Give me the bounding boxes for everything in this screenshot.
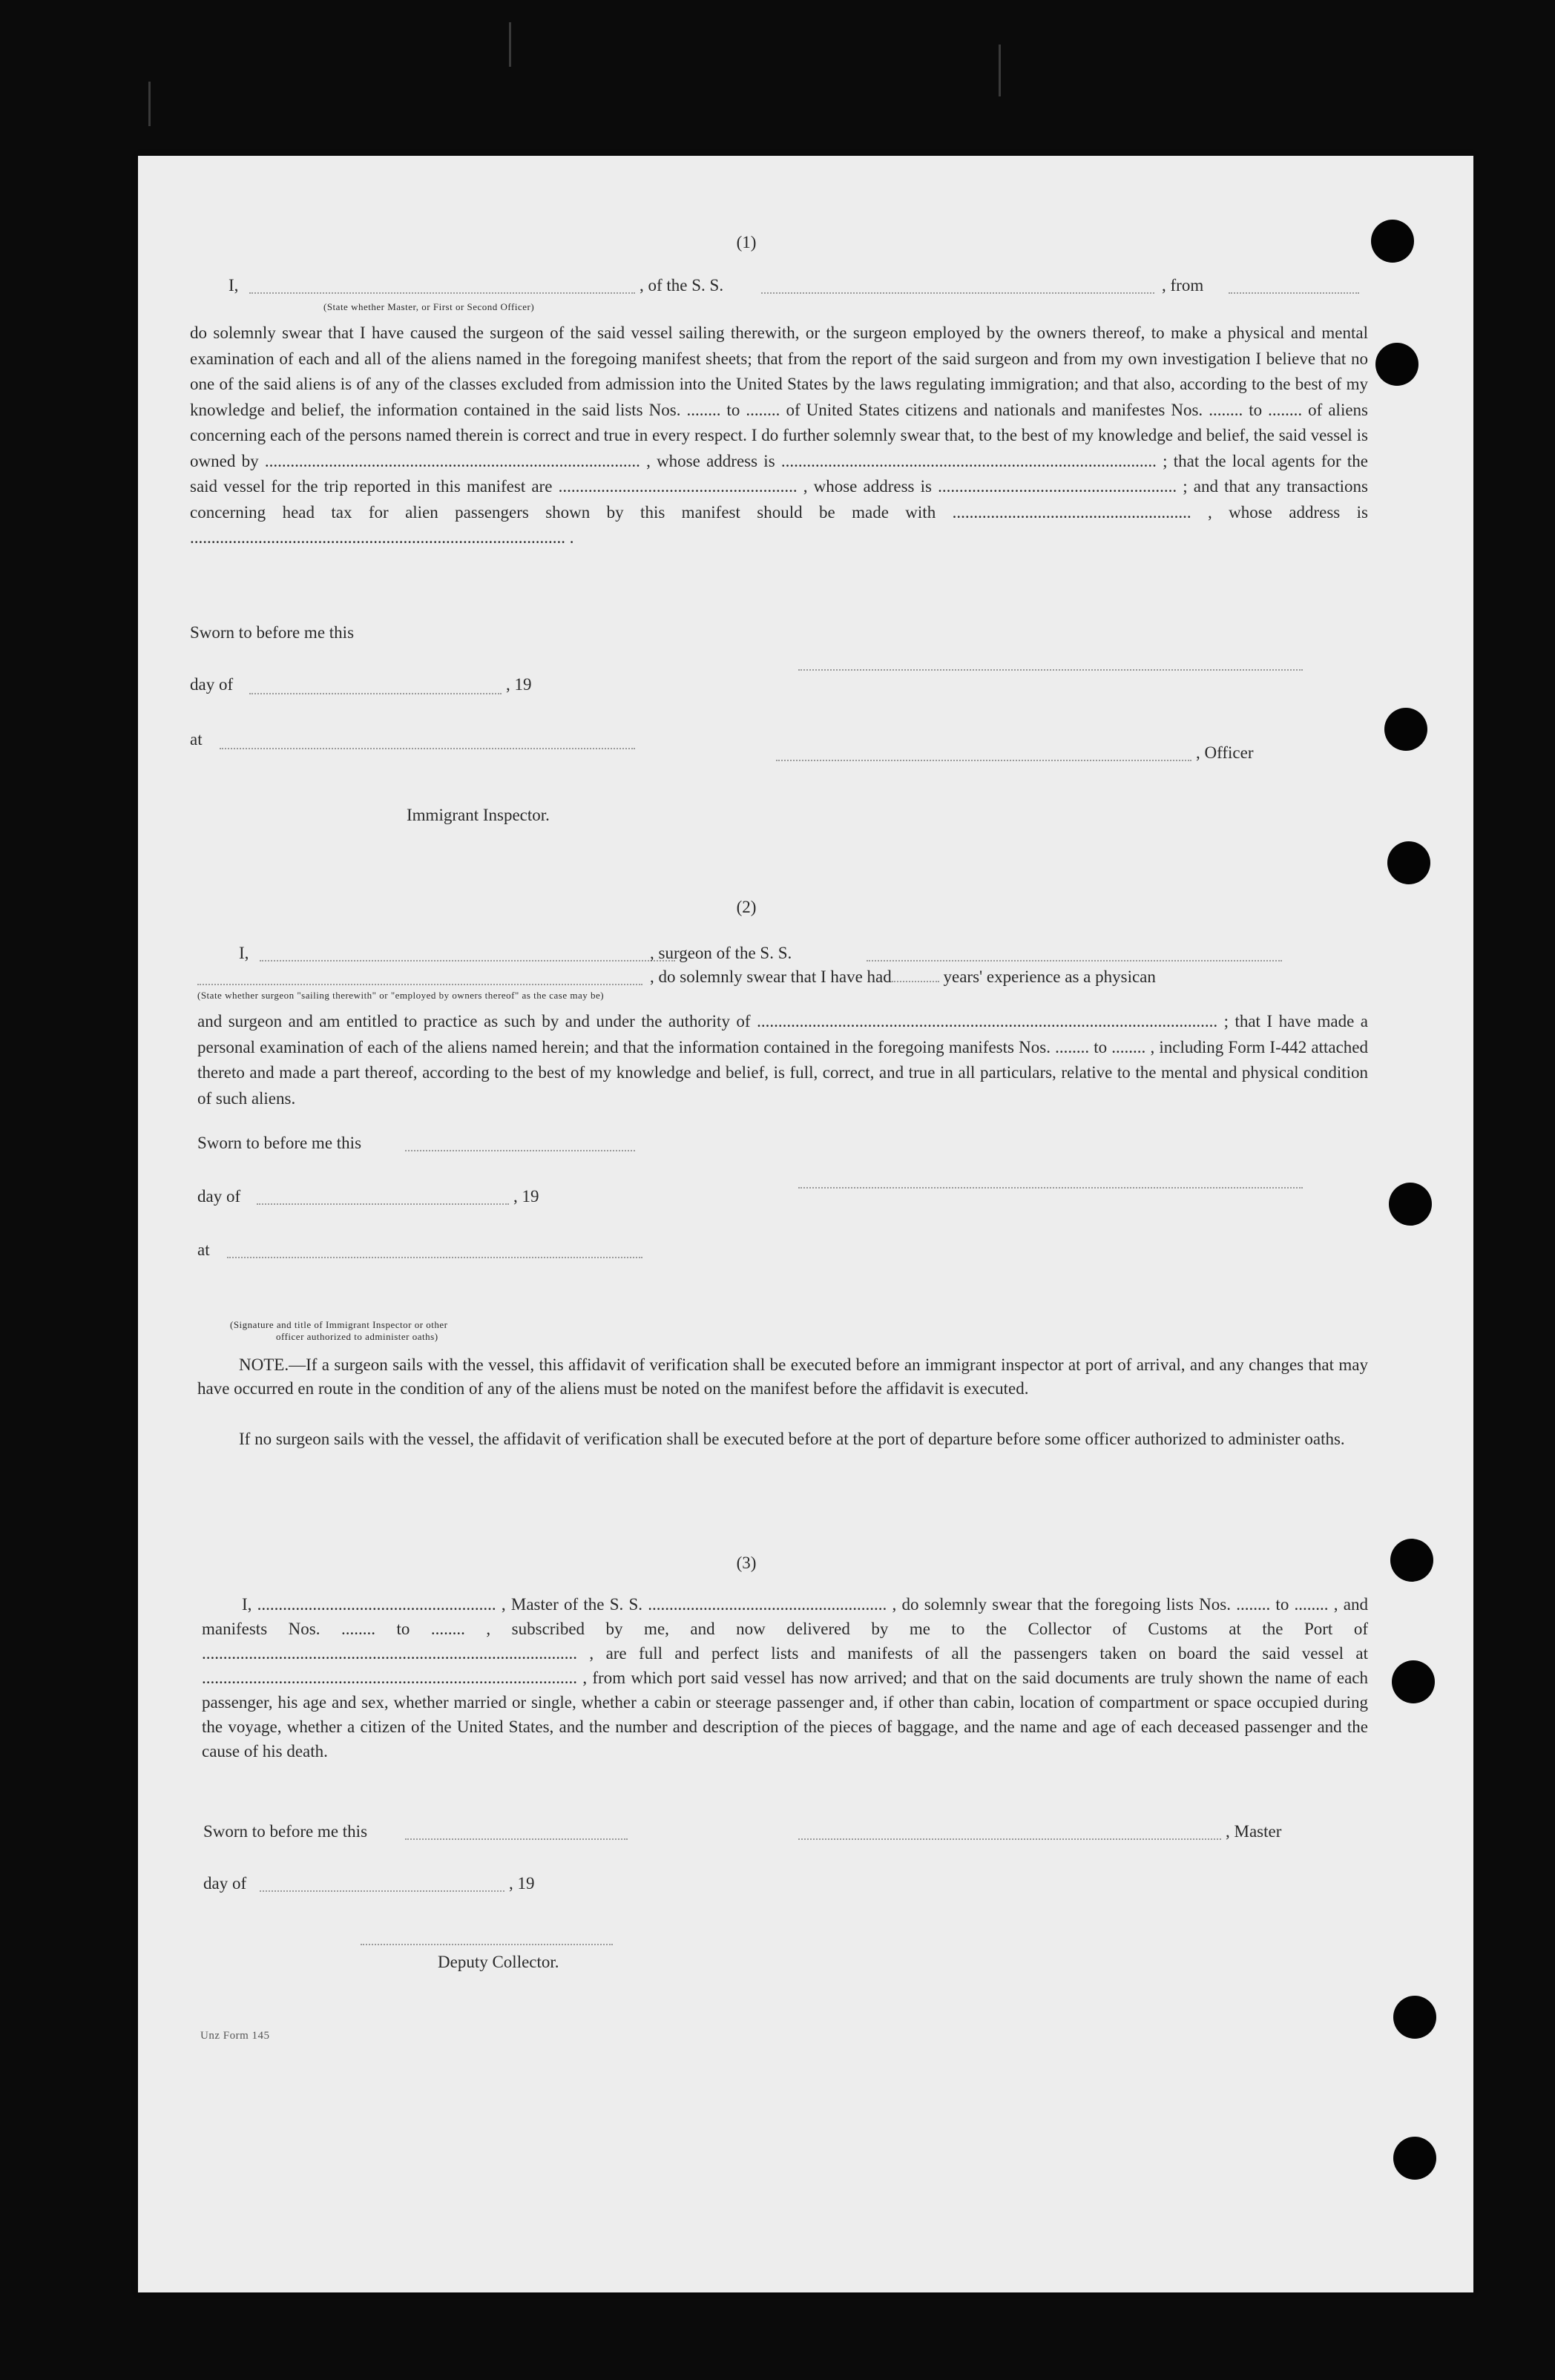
signature-caption-2: officer authorized to administer oaths) — [276, 1331, 438, 1342]
section-1-sworn: Sworn to before me this — [190, 623, 355, 642]
section-2-year: , 19 — [513, 1187, 539, 1206]
section-3-deputy: Deputy Collector. — [438, 1953, 559, 1971]
section-3-number: (3) — [736, 1554, 757, 1572]
punch-hole — [1393, 2137, 1436, 2180]
section-2-surgeon: , surgeon of the S. S. — [650, 944, 792, 962]
section-2-line2: , do solemnly swear that I have had years' experience as a physican — [650, 967, 1156, 986]
section-3-paragraph: I, ........................................................ , Master of the S. S. ........................................................ , do solemnly swear that the foregoing lists Nos. ........ to ........ , and manifests Nos. ........ to ........ , subscribed by me, and now delivered by me to the Collector of Customs at the Port of ........................................................................................ , are full and perfect lists and manifests of all the passengers taken on board the said vessel at ........................................................................................ , from which port said vessel has now arrived; and that on the said documents are truly shown the name of each passenger, his age and sex, whether married or single, whether a cabin or steerage passenger and, if other than cabin, location of compartment or space occupied during the voyage, whether a citizen of the United States, and the number and description of the pieces of baggage, and the name and age of each deceased passenger and the cause of his death. — [202, 1595, 1368, 1761]
section-1-year: , 19 — [506, 675, 532, 694]
section-1-day-of: day of — [190, 675, 234, 694]
scan-mark — [999, 45, 1001, 96]
punch-hole — [1389, 1183, 1432, 1226]
form-identifier: Unz Form 145 — [200, 2030, 270, 2042]
section-2-paragraph: and surgeon and am entitled to practice as such by and under the authority of ............................................................................................................ ; that I have made a personal examination of each of the aliens named herein; and that the information contained in the foregoing manifests Nos. ........ to ........ , including Form I-442 attached thereto and made a part thereof, according to the best of my knowledge and belief, is full, correct, and true in all particulars, relative to the mental and physical condition of such aliens. — [197, 1012, 1368, 1108]
section-2-day-blank — [257, 1203, 509, 1205]
section-3-master: , Master — [1226, 1822, 1282, 1841]
section-1-of-ss: , of the S. S. — [640, 276, 724, 295]
punch-hole — [1384, 708, 1427, 751]
section-2-signature-line — [798, 1187, 1303, 1189]
section-3-day-blank — [260, 1890, 504, 1892]
officer-rank-blank — [249, 292, 635, 294]
punch-hole — [1387, 841, 1430, 884]
punch-hole — [1393, 1996, 1436, 2039]
master-signature-line — [798, 1838, 1221, 1840]
section-1-inspector: Immigrant Inspector. — [407, 806, 550, 824]
section-3-sworn: Sworn to before me this — [203, 1822, 368, 1841]
section-3-sworn-blank — [405, 1838, 628, 1840]
deputy-signature-line — [361, 1944, 613, 1945]
note-paragraph-2: If no surgeon sails with the vessel, the affidavit of verification shall be executed before at the port of departure before some officer authorized to administer oaths. — [239, 1430, 1345, 1448]
vessel-name-blank — [761, 292, 1154, 294]
section-1-at: at — [190, 730, 203, 749]
section-2-line-I: I, — [239, 944, 249, 962]
punch-hole — [1371, 220, 1414, 263]
section-2-at: at — [197, 1240, 210, 1259]
officer-rank-caption: (State whether Master, or First or Second Officer) — [323, 301, 535, 312]
document-page — [138, 156, 1473, 2292]
section-1-line-I: I, — [229, 276, 239, 295]
section-2-place-blank — [227, 1257, 642, 1258]
signature-caption-1: (Signature and title of Immigrant Inspector or other — [230, 1319, 448, 1330]
scan-mark — [148, 82, 151, 126]
punch-hole — [1390, 1539, 1433, 1582]
punch-hole — [1392, 1660, 1435, 1703]
section-2-day-of: day of — [197, 1187, 241, 1206]
section-3-day-of: day of — [203, 1874, 247, 1893]
section-1-officer: , Officer — [1196, 743, 1254, 762]
section-2-sworn-blank — [405, 1150, 635, 1151]
surgeon-type-blank — [197, 984, 642, 985]
section-1-paragraph: do solemnly swear that I have caused the surgeon of the said vessel sailing therewith, or the surgeon employed by the owners thereof, to make a physical and mental examination of each and all of the aliens named in the foregoing manifest sheets; that from the report of the said surgeon and from my own investigation I believe that no one of the said aliens is of any of the classes excluded from admission into the United States by the laws regulating immigration; and that also, according to the best of my knowledge and belief, the information contained in the said lists Nos. ........ to ........ of United States citizens and nationals and manifestes Nos. ........ to ........ of aliens concerning each of the persons named therein is correct and true in every respect. I do further solemnly swear that, to the best of my knowledge and belief, the said vessel is owned by ........................................................................................ , whose address is ........................................................................................ ; that the local agents for the said vessel for the trip reported in this manifest are ........................................................ , whose address is ........................................................ ; and that any transactions concerning head tax for alien passengers shown by this manifest should be made with ........................................................ , whose address is ........................................................................................ . — [190, 323, 1368, 547]
surgeon-type-caption: (State whether surgeon "sailing therewith" or "employed by owners thereof" as the case may be) — [197, 990, 605, 1001]
surgeon-name-blank — [260, 960, 675, 961]
section-1-number: (1) — [736, 233, 757, 252]
scan-mark — [509, 22, 511, 67]
note-paragraph-1: NOTE.—If a surgeon sails with the vessel, this affidavit of verification shall be executed before an immigrant inspector at port of arrival, and any changes that may have occurred en route in the condition of any of the aliens must be noted on the manifest before the affidavit is executed. — [197, 1355, 1368, 1398]
day-blank — [249, 693, 502, 694]
section-3-year: , 19 — [509, 1874, 535, 1893]
from-port-blank — [1229, 292, 1359, 294]
place-blank — [220, 748, 635, 749]
section-1-from: , from — [1162, 276, 1204, 295]
punch-hole — [1375, 343, 1418, 386]
signature-line — [798, 669, 1303, 671]
section-2-number: (2) — [736, 898, 757, 916]
officer-signature-line — [776, 760, 1191, 761]
surgeon-vessel-blank — [867, 960, 1282, 961]
section-2-sworn: Sworn to before me this — [197, 1134, 362, 1152]
